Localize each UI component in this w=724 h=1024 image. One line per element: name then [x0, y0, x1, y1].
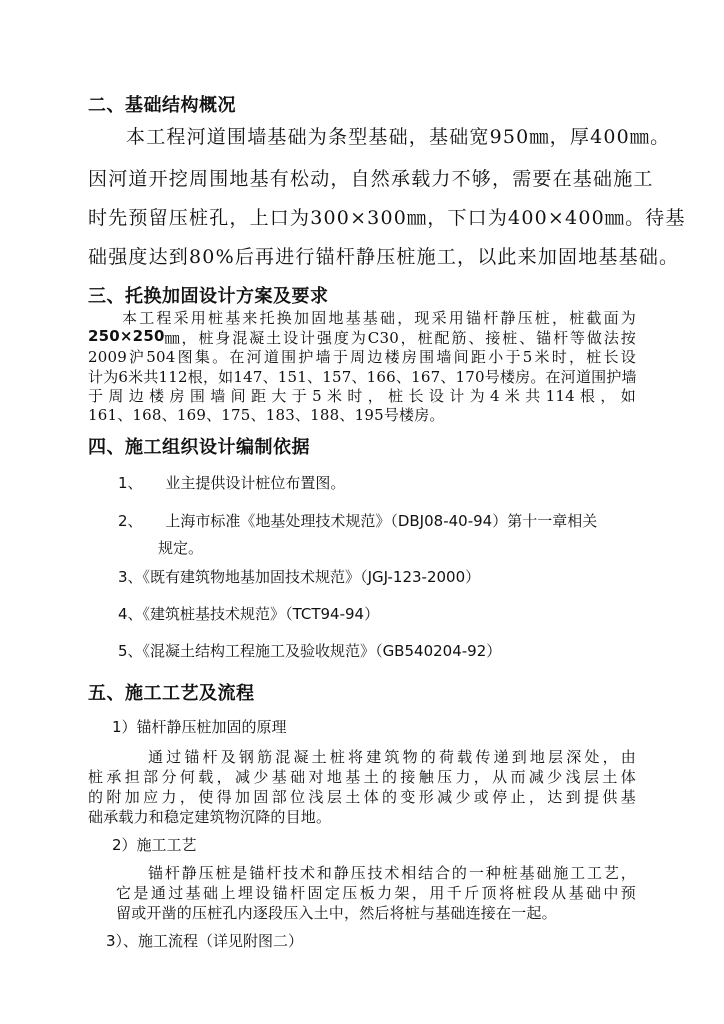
subsection-1-title [112, 716, 287, 737]
subsection-title: 施工工艺 [136, 836, 197, 854]
basis-item-number: 2、 [118, 512, 143, 530]
subsection-2-title [112, 834, 197, 855]
process-line-2: 它是通过基础上埋设锚杆固定压板力架，用千斤顶将桩段从基础中预 [116, 884, 636, 902]
section-4-heading: 四、施工组织设计编制依据 [88, 437, 310, 458]
sec2-line-2: 因河道开挖周围地基有松动，自然承载力不够，需要在基础施工 [88, 168, 654, 190]
basis-item-code: （TCT94-94） [285, 605, 380, 623]
subsection-number: 3） [106, 932, 124, 950]
sec2-line-1: 本工程河道围墙基础为条型基础，基础宽950㎜，厚400㎜。 [126, 126, 671, 148]
basis-item-code: （GB540204-92） [375, 642, 502, 660]
basis-item-code: （JGJ-123-2000） [360, 568, 481, 586]
principle-line-2: 桩承担部分何载，减少基础对地基土的接触压力，从而减少浅层土体 [88, 768, 636, 786]
section-3-heading: 三、托换加固设计方案及要求 [88, 286, 329, 307]
basis-item-number: 5、 [118, 642, 143, 660]
basis-item-4 [118, 603, 379, 624]
basis-item-number: 4、 [118, 605, 143, 623]
sec2-line-4: 础强度达到80%后再进行锚杆静压桩施工，以此来加固地基基础。 [88, 246, 680, 268]
sec3-line-2-rest: ㎜，桩身混凝土设计强度为C30，桩配筋、接桩、锚杆等做法按 [164, 329, 636, 347]
basis-item-2-continued: 规定。 [158, 539, 204, 557]
section-5-heading: 五、施工工艺及流程 [88, 683, 255, 704]
basis-item-text: 《建筑桩基技术规范》 [142, 605, 286, 623]
basis-item-3 [118, 566, 480, 587]
basis-item-text: 业主提供设计桩位布置图。 [165, 474, 346, 492]
subsection-number: 2） [112, 836, 137, 854]
basis-item-text: 《混凝土结构工程施工及验收规范》 [142, 642, 376, 660]
subsection-title: 、施工流程（详见附图二） [123, 932, 304, 950]
sec3-line-2 [88, 327, 636, 348]
basis-item-2 [118, 510, 597, 531]
sec2-line-3: 时先预留压桩孔，上口为300×300㎜，下口为400×400㎜。待基 [88, 207, 686, 229]
sec3-line-5: 于周边楼房围墙间距大于5米时，桩长设计为4米共114根，如 [88, 387, 636, 405]
process-line-3: 留或开凿的压桩孔内逐段压入土中，然后将桩与基础连接在一起。 [116, 904, 557, 922]
basis-item-code: （DBJ08-40-94） [390, 512, 508, 530]
process-line-1: 锚杆静压桩是锚杆技术和静压技术相结合的一种桩基础施工工艺， [148, 864, 636, 882]
section-2-heading: 二、基础结构概况 [88, 95, 236, 116]
sec3-line-4: 计为6米共112根，如147、151、157、166、167、170号楼房。在河道围护墙 [88, 368, 637, 386]
pile-section-size: 250×250 [88, 327, 165, 345]
subsection-number: 1） [112, 718, 137, 736]
principle-line-1: 通过锚杆及钢筋混凝土桩将建筑物的荷载传递到地层深处，由 [148, 748, 636, 766]
basis-item-number: 3、 [118, 568, 143, 586]
principle-line-3: 的附加应力，使得加固部位浅层土体的变形减少或停止，达到提供基 [88, 788, 636, 806]
basis-item-text: 《既有建筑物地基加固技术规范》 [142, 568, 361, 586]
basis-item-5 [118, 640, 501, 661]
basis-item-1 [118, 472, 345, 493]
subsection-title: 锚杆静压桩加固的原理 [136, 718, 287, 736]
sec3-line-1: 本工程采用桩基来托换加固地基基础，现采用锚杆静压桩，桩截面为 [122, 309, 636, 327]
sec3-line-3: 2009沪504图集。在河道围护墙于周边楼房围墙间距小于5米时，桩长设 [88, 348, 636, 366]
subsection-3-title [106, 930, 303, 951]
basis-item-text: 上海市标准《地基处理技术规范》 [165, 512, 391, 530]
basis-item-tail: 第十一章相关 [507, 512, 598, 530]
sec3-line-6: 161、168、169、175、183、188、195号楼房。 [88, 406, 445, 424]
principle-line-4: 础承载力和稳定建筑物沉降的目地。 [88, 808, 332, 826]
basis-item-number: 1、 [118, 474, 143, 492]
